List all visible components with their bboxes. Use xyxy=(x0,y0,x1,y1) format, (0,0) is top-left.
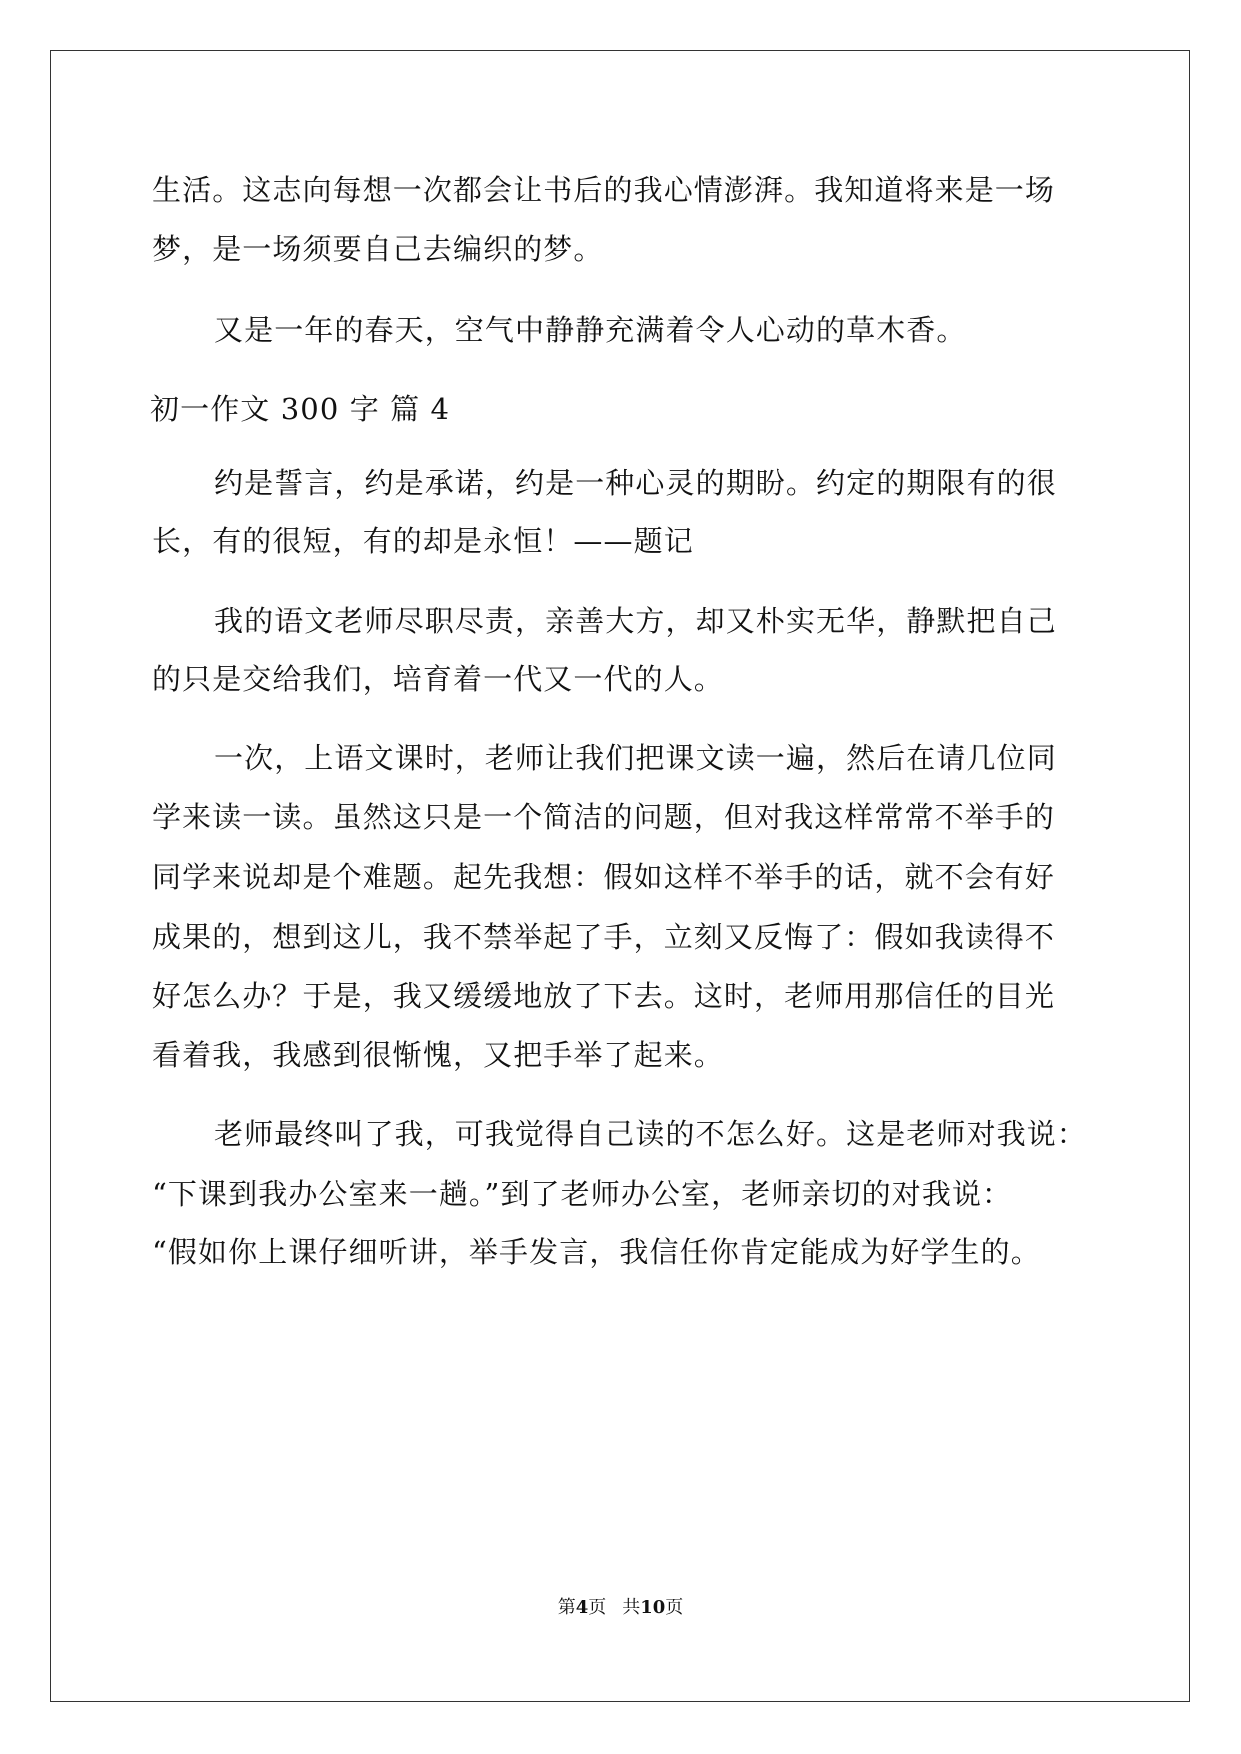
page-footer xyxy=(0,1596,1241,1620)
total-prefix: 共 xyxy=(622,1597,641,1618)
paragraph-start: 老师最终叫了我，可我觉得自己读的不怎么好。这是老师对我说： xyxy=(214,1117,1087,1151)
paragraph-start: 我的语文老师尽职尽责，亲善大方，却又朴实无华，静默把自己 xyxy=(214,604,1057,638)
page-prefix: 第 xyxy=(557,1597,576,1618)
text-line: 看着我，我感到很惭愧，又把手举了起来。 xyxy=(152,1038,724,1072)
section-heading: 初一作文 300 字 篇 4 xyxy=(150,392,451,426)
text-line: “假如你上课仔细听讲，举手发言，我信任你肯定能成为好学生的。 xyxy=(152,1235,1041,1269)
paragraph-start: 一次，上语文课时，老师让我们把课文读一遍，然后在请几位同 xyxy=(214,741,1057,775)
paragraph-start: 又是一年的春天，空气中静静充满着令人心动的草木香。 xyxy=(214,313,967,347)
text-line: “下课到我办公室来一趟。”到了老师办公室，老师亲切的对我说： xyxy=(152,1177,1013,1211)
total-page-number: 10 xyxy=(640,1597,666,1618)
paragraph-start: 约是誓言，约是承诺，约是一种心灵的期盼。约定的期限有的很 xyxy=(214,466,1057,500)
text-line: 同学来说却是个难题。起先我想：假如这样不举手的话，就不会有好 xyxy=(152,860,1056,894)
current-page-number: 4 xyxy=(575,1597,589,1618)
text-line: 学来读一读。虽然这只是一个简洁的问题，但对我这样常常不举手的 xyxy=(152,800,1056,834)
text-line: 生活。这志向每想一次都会让书后的我心情澎湃。我知道将来是一场 xyxy=(152,173,1056,207)
text-line: 长，有的很短，有的却是永恒！——题记 xyxy=(152,524,694,558)
total-suffix: 页 xyxy=(665,1597,684,1618)
text-line: 的只是交给我们，培育着一代又一代的人。 xyxy=(152,662,724,696)
text-line: 好怎么办？于是，我又缓缓地放了下去。这时，老师用那信任的目光 xyxy=(152,979,1056,1013)
text-line: 成果的，想到这儿，我不禁举起了手，立刻又反悔了：假如我读得不 xyxy=(152,920,1056,954)
text-line: 梦，是一场须要自己去编织的梦。 xyxy=(152,232,604,266)
page-suffix: 页 xyxy=(588,1597,607,1618)
